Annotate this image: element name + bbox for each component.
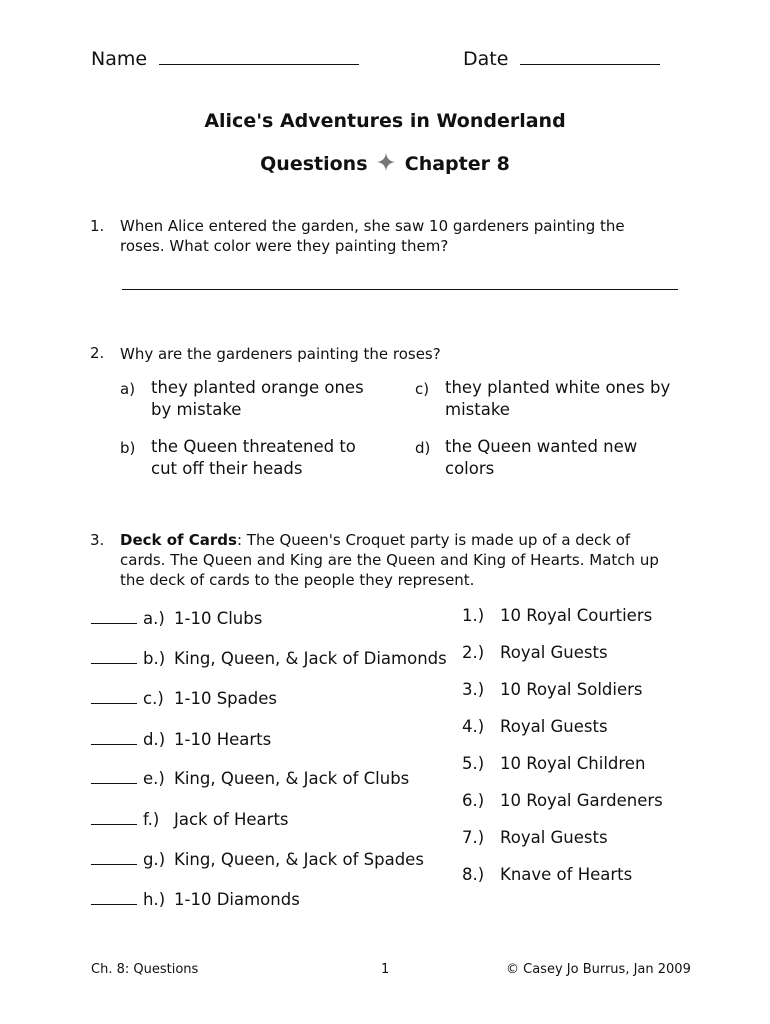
match-letter: e.)	[143, 769, 165, 788]
people-num-2: 2.)	[462, 643, 485, 662]
option-b-letter: b)	[120, 439, 136, 457]
match-text: 1-10 Hearts	[174, 730, 272, 749]
match-letter: b.)	[143, 649, 166, 668]
match-text: King, Queen, & Jack of Clubs	[174, 769, 410, 788]
option-a-text[interactable]: they planted orange ones by mistake	[151, 378, 364, 419]
name-blank-line[interactable]	[159, 64, 359, 65]
match-text: 1-10 Spades	[174, 689, 277, 708]
option-b-text[interactable]: the Queen threatened to cut off their heads	[151, 437, 356, 478]
footer-copyright: © Casey Jo Burrus, Jan 2009	[506, 962, 691, 977]
match-text: 1-10 Diamonds	[174, 890, 300, 909]
question-3-body: : The Queen's Croquet party is made up of a deck of cards. The Queen and King are the Queen and King of Hearts. Match up the deck of cards to the people they represent.	[120, 531, 659, 589]
question-1-text: When Alice entered the garden, she saw 10 gardeners painting the roses. What color were they painting them?	[120, 217, 625, 255]
match-text: King, Queen, & Jack of Diamonds	[174, 649, 447, 668]
match-item-e[interactable]	[91, 769, 409, 793]
people-text-3: 10 Royal Soldiers	[500, 680, 643, 699]
answer-blank[interactable]	[91, 810, 137, 825]
question-1-answer-line[interactable]	[122, 289, 678, 290]
match-letter: g.)	[143, 850, 166, 869]
name-field[interactable]	[91, 48, 359, 70]
people-text-1: 10 Royal Courtiers	[500, 606, 653, 625]
match-item-b[interactable]	[91, 649, 447, 673]
match-item-a[interactable]	[91, 609, 262, 633]
answer-blank[interactable]	[91, 609, 137, 624]
answer-blank[interactable]	[91, 890, 137, 905]
people-num-5: 5.)	[462, 754, 485, 773]
people-num-4: 4.)	[462, 717, 485, 736]
question-1-number: 1.	[90, 217, 105, 235]
answer-blank[interactable]	[91, 769, 137, 784]
diamond-icon	[376, 152, 396, 177]
people-text-4: Royal Guests	[500, 717, 608, 736]
match-item-c[interactable]	[91, 689, 277, 713]
option-c-text[interactable]: they planted white ones by mistake	[445, 378, 671, 419]
people-text-6: 10 Royal Gardeners	[500, 791, 663, 810]
match-letter: d.)	[143, 730, 166, 749]
answer-blank[interactable]	[91, 730, 137, 745]
people-num-7: 7.)	[462, 828, 485, 847]
match-letter: a.)	[143, 609, 165, 628]
question-2-number: 2.	[90, 344, 105, 362]
answer-blank[interactable]	[91, 850, 137, 865]
answer-blank[interactable]	[91, 649, 137, 664]
match-text: 1-10 Clubs	[174, 609, 263, 628]
match-letter: h.)	[143, 890, 166, 909]
page-subtitle	[0, 152, 770, 177]
date-blank-line[interactable]	[520, 64, 660, 65]
footer-page-number: 1	[381, 962, 390, 977]
subtitle-left: Questions	[260, 153, 368, 175]
option-a-letter: a)	[120, 380, 136, 398]
name-label: Name	[91, 48, 148, 70]
people-text-2: Royal Guests	[500, 643, 608, 662]
match-letter: f.)	[143, 810, 160, 829]
match-item-h[interactable]	[91, 890, 300, 914]
subtitle-right: Chapter 8	[404, 153, 510, 175]
match-text: Jack of Hearts	[174, 810, 289, 829]
footer-chapter: Ch. 8: Questions	[91, 962, 199, 977]
answer-blank[interactable]	[91, 689, 137, 704]
people-text-7: Royal Guests	[500, 828, 608, 847]
match-letter: c.)	[143, 689, 164, 708]
people-text-8: Knave of Hearts	[500, 865, 633, 884]
people-num-8: 8.)	[462, 865, 485, 884]
match-text: King, Queen, & Jack of Spades	[174, 850, 424, 869]
match-item-d[interactable]	[91, 730, 271, 754]
people-num-6: 6.)	[462, 791, 485, 810]
question-2-text: Why are the gardeners painting the roses?	[120, 345, 441, 363]
match-item-g[interactable]	[91, 850, 424, 874]
option-d-letter: d)	[415, 439, 431, 457]
option-c-letter: c)	[415, 380, 430, 398]
people-num-3: 3.)	[462, 680, 485, 699]
option-d-text[interactable]: the Queen wanted new colors	[445, 437, 638, 478]
question-3-bold-label: Deck of Cards	[120, 531, 237, 549]
date-label: Date	[463, 48, 509, 70]
question-3-text	[120, 530, 660, 590]
people-num-1: 1.)	[462, 606, 485, 625]
people-text-5: 10 Royal Children	[500, 754, 646, 773]
question-3-number: 3.	[90, 531, 105, 549]
match-item-f[interactable]	[91, 810, 289, 834]
page-title: Alice's Adventures in Wonderland	[204, 110, 566, 132]
date-field[interactable]	[463, 48, 660, 70]
